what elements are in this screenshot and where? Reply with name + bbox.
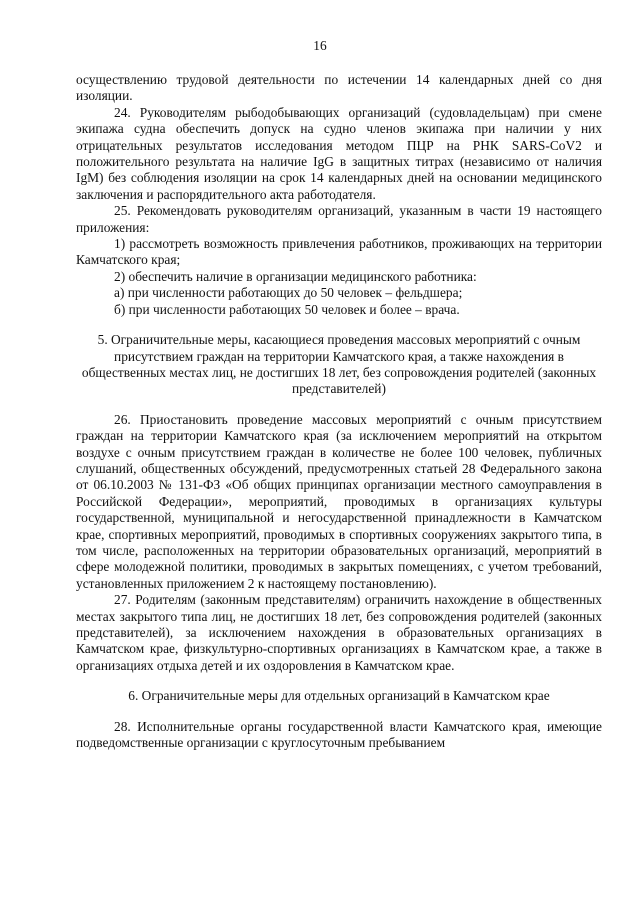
section-heading-5: 5. Ограничительные меры, касающиеся проведения массовых мероприятий с очным присутствием граждан на территории Камчатского края, а также нахождения в общественных местах лиц, не достигших 18 лет, без сопровождения родителей (законных представителей) bbox=[81, 332, 597, 397]
document-body bbox=[76, 72, 602, 751]
paragraph-28: 28. Исполнительные органы государственной власти Камчатского края, имеющие подведомственные организации с круглосуточным пребыванием bbox=[76, 718, 602, 751]
paragraph-26: 26. Приостановить проведение массовых мероприятий с очным присутствием граждан на территории Камчатского края (за исключением мероприятий на открытом воздухе с очным присутствием граждан в количестве не более 100 человек, публичных слушаний, общественных обсуждений, предусмотренных статьей 28 Федерального закона от 06.10.2003 № 131-ФЗ «Об общих принципах организации местного самоуправления в Российской Федерации», мероприятий, проводимых в организациях культуры государственной, муниципальной и негосударственной принадлежности в Камчатском крае, спортивных мероприятий, проводимых в спортивных сооружениях закрытого типа, в том числе, расположенных на территории образовательных организаций, мероприятий в сфере молодежной политики, проводимых в закрытых помещениях, с учетом требований, установленных приложением 2 к настоящему постановлению). bbox=[76, 411, 602, 591]
paragraph-27: 27. Родителям (законным представителям) ограничить нахождение в общественных местах закрытого типа лиц, не достигших 18 лет, без сопровождения родителей (законных представителей), за исключением нахождения в образовательных организациях в Камчатском крае, физкультурно-спортивных организациях в Камчатском крае, а также в организациях отдыха детей и их оздоровления в Камчатском крае. bbox=[76, 592, 602, 673]
paragraph-25-item-2: 2) обеспечить наличие в организации медицинского работника: bbox=[114, 268, 477, 284]
paragraph-25: 25. Рекомендовать руководителям организаций, указанным в части 19 настоящего приложения: bbox=[76, 203, 602, 235]
page-number: 16 bbox=[313, 38, 327, 53]
paragraph-continuation: осуществлению трудовой деятельности по истечении 14 календарных дней со дня изоляции. bbox=[76, 72, 602, 104]
paragraph-25-item-1: 1) рассмотреть возможность привлечения работников, проживающих на территории Камчатского края; bbox=[76, 236, 602, 268]
paragraph-25-item-2a: а) при численности работающих до 50 человек – фельдшера; bbox=[114, 285, 463, 301]
paragraph-24: 24. Руководителям рыбодобывающих организаций (судовладельцам) при смене экипажа судна обеспечить допуск на судно членов экипажа при наличии у них отрицательных результатов исследования методом ПЦР на РНК SARS-CoV2 и положительного результата на наличие IgG в защитных титрах (независимо от наличия IgM) без соблюдения изоляции на срок 14 календарных дней на основании медицинского заключения и распорядительного акта работодателя. bbox=[76, 104, 602, 202]
section-heading-6: 6. Ограничительные меры для отдельных организаций в Камчатском крае bbox=[128, 688, 550, 704]
paragraph-25-item-2b: б) при численности работающих 50 человек и более – врача. bbox=[114, 301, 460, 317]
